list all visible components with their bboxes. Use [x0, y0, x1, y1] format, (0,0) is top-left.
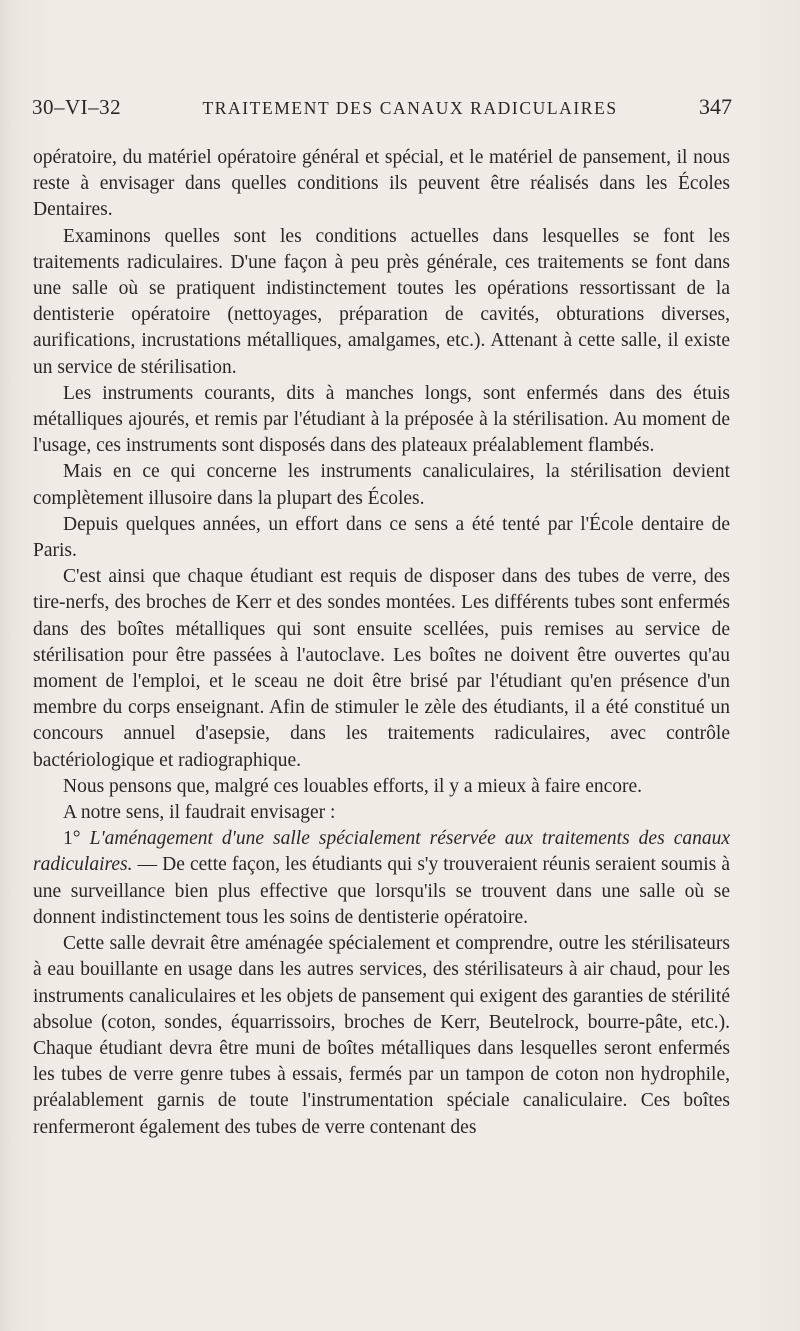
paragraph: Depuis quelques années, un effort dans ce sens a été tenté par l'École dentaire de Paris. [33, 513, 730, 562]
paragraph: Examinons quelles sont les conditions actuelles dans lesquelles se font les traitements radiculaires. D'une façon à peu près générale, ces traitements se font dans une salle où se pratiquent indistinctement toutes les opérations ressortissant de la dentisterie opératoire (nettoyages, préparation de cavités, obturations diverses, aurifications, incrustations métalliques, amalgames, etc.). Attenant à cette salle, il existe un service de stérilisation. [33, 225, 730, 378]
paragraph: A notre sens, il faudrait envisager : [63, 802, 336, 824]
body-text [33, 145, 730, 1141]
running-title: TRAITEMENT DES CANAUX RADICULAIRES [202, 98, 618, 118]
item-text: — De cette façon, les étudiants qui s'y trouveraient réunis seraient soumis à une surveillance bien plus effective que lorsqu'ils se trouvent dans une salle où se donnent indistinctement tous les soins de dentisterie opératoire. [33, 854, 731, 928]
running-header [32, 94, 732, 124]
header-date: 30–VI–32 [32, 95, 122, 119]
paragraph: C'est ainsi que chaque étudiant est requis de disposer dans des tubes de verre, des tire-nerfs, des broches de Kerr et des sondes montées. Les différents tubes sont enfermés dans des boîtes métalliques qui sont ensuite scellées, puis remises au service de stérilisation pour être passées à l'autoclave. Les boîtes ne doivent être ouvertes qu'au moment de l'emploi, et le sceau ne doit être brisé par l'étudiant qu'en présence d'un membre du corps enseignant. Afin de stimuler le zèle des étudiants, il a été constitué un concours annuel d'asepsie, dans les traitements radiculaires, avec contrôle bactériologique et radiographique. [33, 566, 730, 771]
item-heading: L'aménagement d'une salle spécialement réservée aux traitements des canaux radiculaires. [33, 828, 730, 876]
paragraph-continuation: opératoire, du matériel opératoire général et spécial, et le matériel de pansement, il nous reste à envisager dans quelles conditions ils peuvent être réalisés dans les Écoles Dentaires. [33, 147, 730, 221]
item-number: 1° [63, 828, 81, 850]
paragraph: Mais en ce qui concerne les instruments canaliculaires, la stérilisation devient complètement illusoire dans la plupart des Écoles. [33, 461, 730, 509]
paragraph: Cette salle devrait être aménagée spécialement et comprendre, outre les stérilisateurs à eau bouillante en usage dans les autres services, des stérilisateurs à air chaud, pour les instruments canaliculaires et les objets de pansement qui exigent des garanties de stérilité absolue (coton, sondes, équarrissoirs, broches de Kerr, Beutelrock, bourre-pâte, etc.). Chaque étudiant devra être muni de boîtes métalliques dans lesquelles seront enfermés les tubes de verre genre tubes à essais, fermés par un tampon de coton non hydrophile, préalablement garnis de toute l'instrumentation spéciale canaliculaire. Ces boîtes renfermeront également des tubes de verre contenant des [33, 933, 730, 1138]
paragraph: Les instruments courants, dits à manches longs, sont enfermés dans des étuis métalliques ajourés, et remis par l'étudiant à la préposée à la stérilisation. Au moment de l'usage, ces instruments sont disposés dans des plateaux préalablement flambés. [33, 382, 730, 457]
page-number: 347 [699, 94, 732, 119]
paragraph: Nous pensons que, malgré ces louables efforts, il y a mieux à faire encore. [63, 775, 643, 797]
numbered-paragraph [33, 826, 730, 931]
